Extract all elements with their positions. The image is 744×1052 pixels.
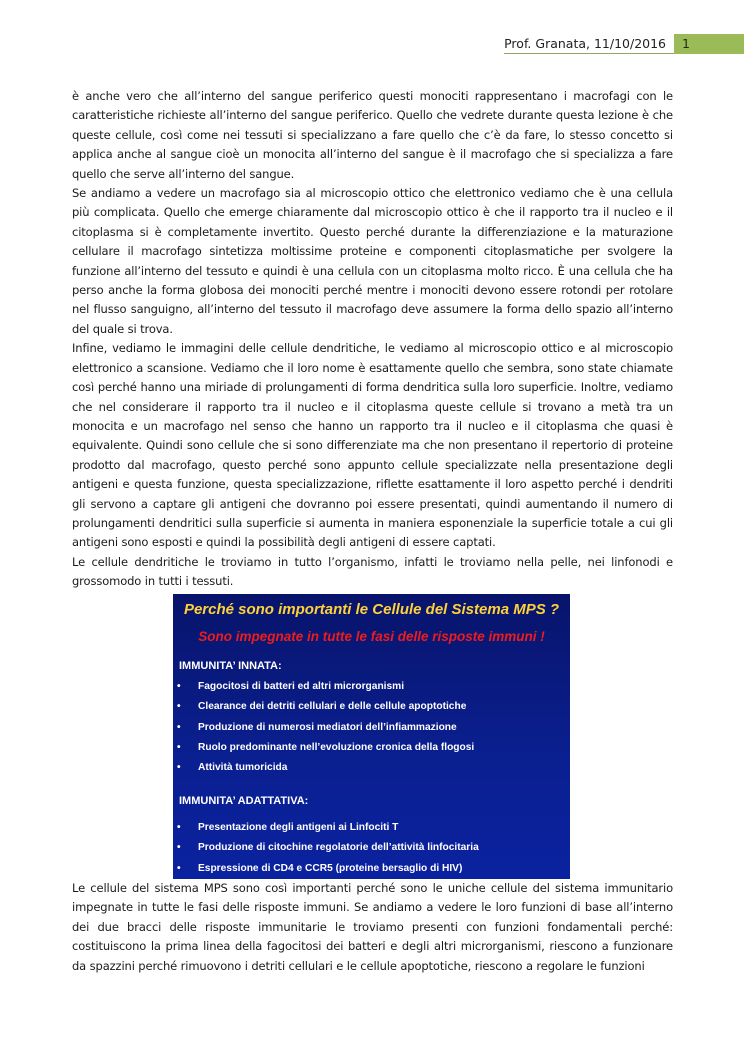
adaptive-immunity-heading: IMMUNITA’ ADATTATIVA: bbox=[179, 795, 309, 807]
list-item-text: Presentazione degli antigeni ai Linfociti T bbox=[198, 822, 399, 833]
innate-immunity-heading: IMMUNITA’ INNATA: bbox=[179, 660, 282, 672]
paragraph: Le cellule del sistema MPS sono così importanti perché sono le uniche cellule del sistema immunitario impegnate in tutte le fasi delle risposte immuni. Se andiamo a vedere le loro funzioni di base all’interno dei due bracci delle risposte immunitarie le troviamo presenti con funzioni fondamentali perché: costituiscono la prima linea della fagocitosi dei batteri e degli altri microrganismi, riescono a funzionare da spazzini perché rimuovono i detriti cellulari e le cellule apoptotiche, riescono a regolare le funzioni bbox=[72, 881, 673, 973]
header-author-date: Prof. Granata, 11/10/2016 bbox=[504, 34, 674, 54]
list-item-text: Espressione di CD4 e CCR5 (proteine bersaglio di HIV) bbox=[198, 862, 463, 874]
adaptive-immunity-list bbox=[177, 818, 479, 879]
list-item-text: Produzione di citochine regolatorie dell’attività linfocitaria bbox=[198, 842, 479, 854]
page-number: 1 bbox=[674, 34, 744, 54]
list-item bbox=[177, 758, 474, 778]
list-item bbox=[177, 697, 474, 717]
innate-immunity-list bbox=[177, 677, 474, 778]
bullet-icon: • bbox=[177, 762, 181, 774]
bullet-icon: • bbox=[177, 741, 181, 753]
paragraph: Infine, vediamo le immagini delle cellule dendritiche, le vediamo al microscopio ottico e al microscopio elettronico a scansione. Vediamo che il loro nome è esattamente quello che sembra, sono state chiamate così perché hanno una miriade di prolungamenti di forma dendritica sulla loro superficie. Inoltre, vediamo che nel considerare il rapporto tra il nucleo e il citoplasma queste cellule si trovano a metà tra un monocita e un macrofago nel senso che hanno un rapporto tra il nucleo e il citoplasma che quasi è equivalente. Quindi sono cellule che si sono differenziate ma che non presentano il repertorio di proteine prodotto dal macrofago, questo perché sono appunto cellule specializzate nella presentazione degli antigeni e questa funzione, questa specializzazione, riflette esattamente il loro aspetto perché i dendriti gli servono a captare gli antigeni che dovranno poi essere presentati, quindi aumentando il numero di prolungamenti dendritici sulla superficie si aumenta in maniera esponenziale la superficie totale a cui gli antigeni sono esposti e quindi la possibilità degli antigeni di essere captati. bbox=[72, 341, 673, 550]
list-item-text: Attività tumoricida bbox=[198, 762, 288, 774]
list-item bbox=[177, 859, 479, 879]
list-item-text: Produzione di numerosi mediatori dell’infiammazione bbox=[198, 721, 457, 733]
bullet-icon: • bbox=[177, 721, 181, 733]
slide-image bbox=[173, 594, 570, 879]
list-item bbox=[177, 718, 474, 738]
list-item bbox=[177, 818, 479, 838]
bullet-icon: • bbox=[177, 822, 181, 833]
document-body-continued bbox=[72, 879, 673, 976]
list-item-text: Clearance dei detriti cellulari e delle cellule apoptotiche bbox=[198, 701, 467, 713]
list-item-text: Fagocitosi di batteri ed altri microrganismi bbox=[198, 681, 405, 692]
slide-title: Perché sono importanti le Cellule del Sistema MPS ? bbox=[183, 601, 560, 618]
bullet-icon: • bbox=[177, 681, 181, 692]
paragraph: è anche vero che all’interno del sangue periferico questi monociti rappresentano i macrofagi con le caratteristiche richieste all’interno del sangue periferico. Quello che vedrete durante questa lezione è che queste cellule, così come nei tessuti si specializzano a fare quello che c’è da fare, lo stesso concetto si applica anche al sangue cioè un monocita all’interno del sangue è il macrofago che si specializza a fare quello che serve all’interno del sangue. bbox=[72, 89, 673, 181]
paragraph: Se andiamo a vedere un macrofago sia al microscopio ottico che elettronico vediamo che è una cellula più complicata. Quello che emerge chiaramente dal microscopio ottico è che il rapporto tra il nucleo e il citoplasma si è completamente invertito. Questo perché durante la differenziazione e la maturazione cellulare il macrofago sintetizza moltissime proteine e componenti citoplasmatiche per svolgere la funzione all’interno del tessuto e quindi è una cellula con un citoplasma molto ricco. È una cellula che ha perso anche la forma globosa dei monociti perché mentre i monociti devono essere rotondi per rotolare nel flusso sanguigno, all’interno del tessuto il macrofago deve assumere la forma dello spazio all’interno del quale si trova. bbox=[72, 186, 673, 336]
paragraph: Le cellule dendritiche le troviamo in tutto l’organismo, infatti le troviamo nella pelle, nei linfonodi e grossomodo in tutti i tessuti. bbox=[72, 554, 673, 589]
bullet-icon: • bbox=[177, 701, 181, 713]
list-item bbox=[177, 677, 474, 697]
bullet-icon: • bbox=[177, 842, 181, 854]
list-item bbox=[177, 738, 474, 758]
list-item-text: Ruolo predominante nell’evoluzione cronica della flogosi bbox=[198, 741, 475, 753]
document-body bbox=[72, 87, 673, 592]
list-item bbox=[177, 838, 479, 858]
bullet-icon: • bbox=[177, 862, 181, 874]
page-header bbox=[504, 34, 744, 54]
slide-subtitle: Sono impegnate in tutte le fasi delle risposte immuni ! bbox=[198, 629, 545, 644]
